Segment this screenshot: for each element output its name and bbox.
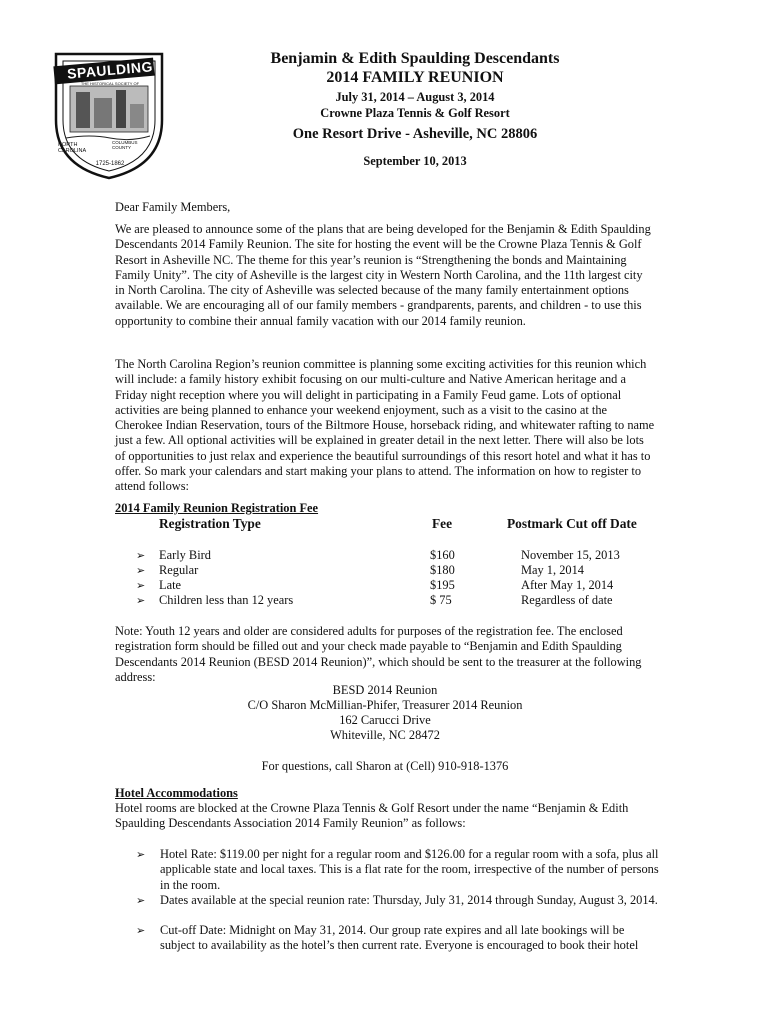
fee-amount: $160 <box>430 548 455 562</box>
list-item: Hotel Rate: $119.00 per night for a regular room and $126.00 for a regular room with a sofa, plus all applicable state and local taxes. This is a flat rate for the room, irrespective of the number of persons in the room. <box>160 847 659 892</box>
seal-years-text: 1725-1862 <box>95 161 125 167</box>
header-reunion-title: 2014 FAMILY REUNION <box>326 69 504 86</box>
fee-type: Early Bird <box>159 548 211 562</box>
registration-note: Note: Youth 12 years and older are considered adults for purposes of the registration fee. The enclosed registration form should be filled out and your check made payable to “Benjamin and Edith Spaulding Descendants 2014 Reunion (BESD 2014 Reunion)”, which should be sent to the treasurer at the following address: <box>115 624 642 684</box>
seal-state-text: NORTH CAROLINA <box>58 142 87 154</box>
paragraph-intro: We are pleased to announce some of the plans that are being developed for the Benjamin & Edith Spaulding Descendants 2014 Family Reunion. The site for hosting the event will be the Crowne Plaza Tennis & Golf Resort in Asheville NC. The theme for this year’s reunion is “Strengthening the bonds and Maintaining Family Unity”. The city of Asheville is the largest city in Western North Carolina, and the 11th largest city in North Carolina. The city of Asheville was selected because of the many family entertainment options available. We are encouraging all of our family members - grandparents, parents, and children - to use this opportunity to combine their annual family vacation with our 2014 family reunion. <box>115 222 651 328</box>
arrow-bullet-icon: ➢ <box>136 550 146 562</box>
address-line: BESD 2014 Reunion <box>332 683 438 697</box>
arrow-bullet-icon: ➢ <box>136 595 146 607</box>
arrow-bullet-icon: ➢ <box>136 895 146 907</box>
column-header-fee: Fee <box>432 516 453 531</box>
seal-ring-text: THE HISTORICAL SOCIETY OF <box>80 81 140 86</box>
column-header-registration-type: Registration Type <box>159 516 261 531</box>
fee-amount: $195 <box>430 578 455 592</box>
fee-amount: $180 <box>430 563 455 577</box>
fee-type: Children less than 12 years <box>159 593 294 607</box>
column-header-cutoff-date: Postmark Cut off Date <box>507 516 637 531</box>
fee-type: Late <box>159 578 182 592</box>
header-letter-date: September 10, 2013 <box>363 154 467 168</box>
registration-fee-heading: 2014 Family Reunion Registration Fee <box>115 501 319 515</box>
seal-top-text: SPAULDING <box>66 58 154 82</box>
header-address: One Resort Drive - Asheville, NC 28806 <box>292 126 538 142</box>
fee-type: Regular <box>159 563 199 577</box>
hotel-heading: Hotel Accommodations <box>115 786 238 800</box>
fee-cutoff: After May 1, 2014 <box>521 578 614 592</box>
hotel-intro: Hotel rooms are blocked at the Crowne Plaza Tennis & Golf Resort under the name “Benjamin & Edith Spaulding Descendants Association 2014 Family Reunion” as follows: <box>115 801 629 831</box>
fee-amount: $ 75 <box>430 593 452 607</box>
seal-county-text: COLUMBUS COUNTY <box>112 140 138 150</box>
fee-cutoff: Regardless of date <box>521 593 613 607</box>
list-item: Cut-off Date: Midnight on May 31, 2014. Our group rate expires and all late bookings will be subject to availability as the hotel’s then current rate. Everyone is encouraged to book their hotel <box>160 923 639 953</box>
spaulding-seal-logo <box>50 48 168 180</box>
questions-contact: For questions, call Sharon at (Cell) 910-918-1376 <box>261 759 509 773</box>
address-line: Whiteville, NC 28472 <box>330 728 440 742</box>
address-line: 162 Carucci Drive <box>339 713 431 727</box>
header-dates: July 31, 2014 – August 3, 2014 <box>335 90 495 104</box>
fee-cutoff: May 1, 2014 <box>521 563 584 577</box>
fee-cutoff: November 15, 2013 <box>521 548 620 562</box>
header-venue: Crowne Plaza Tennis & Golf Resort <box>320 106 510 120</box>
header-descendants-title: Benjamin & Edith Spaulding Descendants <box>270 50 560 67</box>
arrow-bullet-icon: ➢ <box>136 565 146 577</box>
arrow-bullet-icon: ➢ <box>136 849 146 861</box>
salutation: Dear Family Members, <box>115 200 231 214</box>
arrow-bullet-icon: ➢ <box>136 580 146 592</box>
paragraph-activities: The North Carolina Region’s reunion committee is planning some exciting activities for this reunion which will include: a family history exhibit focusing on our multi-culture and Native American heritage and a Friday night reception where you will delight in participating in a Family Feud game. Lots of optional activities are being planned to enhance your weekend enjoyment, such as a visit to the casino at the Cherokee Indian Reservation, tours of the Biltmore House, horseback riding, and whitewater rafting to name just a few. All optional activities will be explained in greater detail in the next letter. There will also be lots of opportunities to just relax and experience the beautiful surroundings of this resort hotel and what it has to offer. So mark your calendars and start making your plans to attend. The information on how to register to attend follows: <box>115 357 655 494</box>
address-line: C/O Sharon McMillian-Phifer, Treasurer 2014 Reunion <box>247 698 523 712</box>
arrow-bullet-icon: ➢ <box>136 925 146 937</box>
list-item: Dates available at the special reunion rate: Thursday, July 31, 2014 through Sunday, August 3, 2014. <box>160 893 658 907</box>
